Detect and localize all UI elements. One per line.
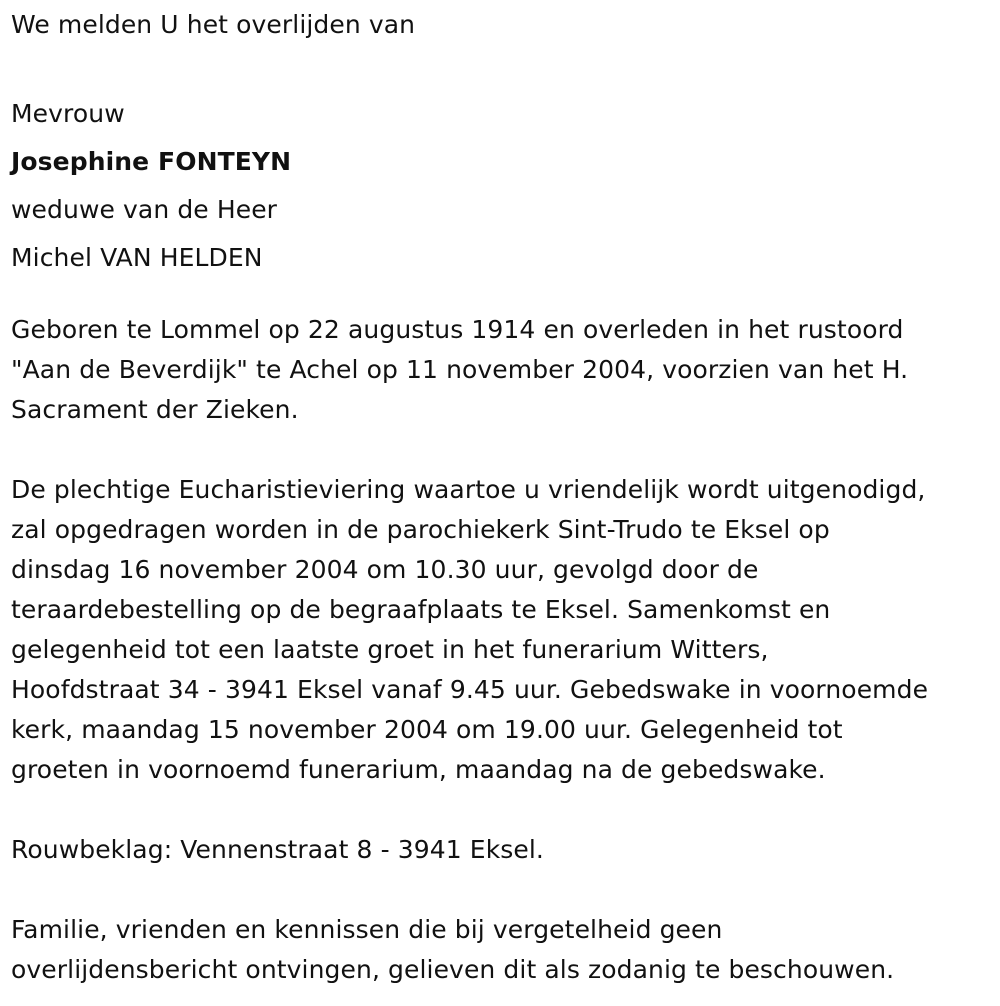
spouse-name: Michel VAN HELDEN: [11, 243, 263, 272]
paragraph-line: Sacrament der Zieken.: [11, 395, 299, 424]
paragraph-line: kerk, maandag 15 november 2004 om 19.00 uur. Gelegenheid tot: [11, 715, 843, 744]
paragraph-line: gelegenheid tot een laatste groet in het funerarium Witters,: [11, 635, 769, 664]
deceased-block: [11, 90, 291, 282]
paragraph-line: dinsdag 16 november 2004 om 10.30 uur, gevolgd door de: [11, 555, 759, 584]
ceremony-paragraph: [11, 470, 928, 790]
paragraph-line: De plechtige Eucharistieviering waartoe u vriendelijk wordt uitgenodigd,: [11, 475, 926, 504]
salutation: Mevrouw: [11, 99, 125, 128]
condolence-paragraph: [11, 830, 544, 870]
intro-text: We melden U het overlijden van: [11, 10, 416, 39]
paragraph-line: Hoofdstraat 34 - 3941 Eksel vanaf 9.45 uur. Gebedswake in voornoemde: [11, 675, 929, 704]
closing-paragraph: [11, 910, 894, 990]
condolence-address: Rouwbeklag: Vennenstraat 8 - 3941 Eksel.: [11, 835, 544, 864]
paragraph-line: Familie, vrienden en kennissen die bij vergetelheid geen: [11, 915, 723, 944]
deceased-name: Josephine FONTEYN: [11, 147, 292, 176]
paragraph-line: "Aan de Beverdijk" te Achel op 11 november 2004, voorzien van het H.: [11, 355, 909, 384]
paragraph-line: teraardebestelling op de begraafplaats te Eksel. Samenkomst en: [11, 595, 831, 624]
paragraph-line: overlijdensbericht ontvingen, gelieven dit als zodanig te beschouwen.: [11, 955, 895, 984]
paragraph-line: Geboren te Lommel op 22 augustus 1914 en overleden in het rustoord: [11, 315, 904, 344]
paragraph-line: zal opgedragen worden in de parochiekerk Sint-Trudo te Eksel op: [11, 515, 830, 544]
relation-text: weduwe van de Heer: [11, 195, 278, 224]
birth-death-paragraph: [11, 310, 908, 430]
paragraph-line: groeten in voornoemd funerarium, maandag na de gebedswake.: [11, 755, 826, 784]
